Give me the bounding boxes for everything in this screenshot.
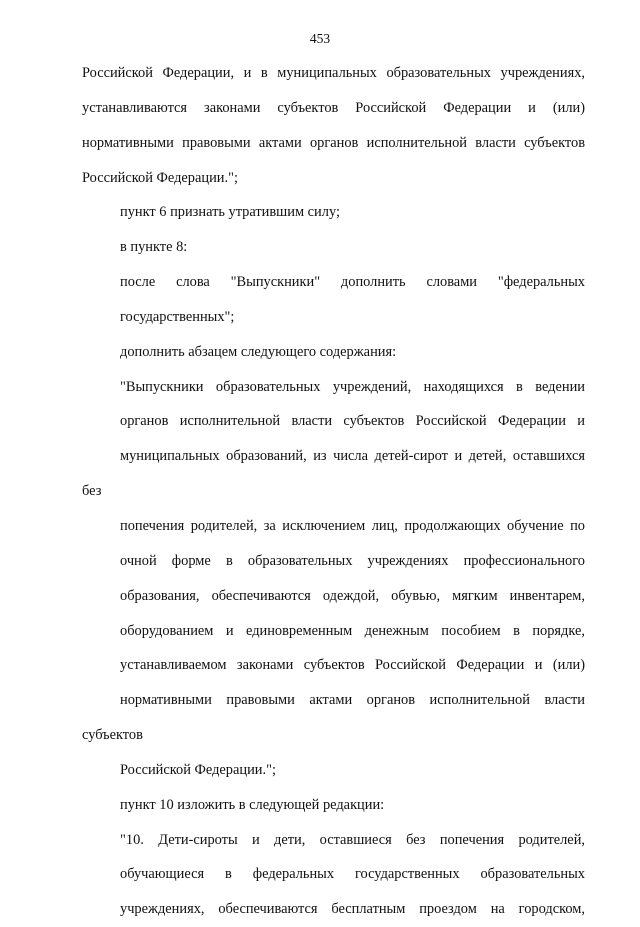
text-line: нормативными правовыми актами органов исполнительной власти субъектов (82, 134, 585, 151)
text-line: устанавливаемом законами субъектов Российской Федерации и (или) (120, 657, 585, 674)
text-line: Российской Федерации."; (120, 761, 276, 778)
paragraph-continuation (82, 56, 585, 195)
text-line: в пункте 8: (120, 239, 188, 256)
paragraph-after-word (82, 265, 585, 335)
text-line: оборудованием и единовременным денежным пособием в порядке, (120, 622, 585, 639)
text-line: очной форме в образовательных учреждениях профессионального (120, 552, 585, 569)
document-body (82, 56, 585, 927)
text-line: после слова "Выпускники" дополнить словами "федеральных (120, 274, 585, 291)
text-line: "Выпускники образовательных учреждений, находящихся в ведении (120, 378, 585, 395)
paragraph-add-abzac (82, 335, 585, 370)
text-line: образования, обеспечиваются одеждой, обувью, мягким инвентарем, (120, 587, 585, 604)
text-line: муниципальных образований, из числа детей-сирот и детей, оставшихся без (82, 448, 585, 500)
text-line: нормативными правовыми актами органов исполнительной власти субъектов (82, 692, 585, 744)
text-line: "10. Дети-сироты и дети, оставшиеся без попечения родителей, (120, 831, 585, 848)
paragraph-point-10-intro (82, 788, 585, 823)
paragraph-graduates-quote (82, 370, 585, 788)
text-line: государственных"; (120, 308, 235, 325)
text-line: Российской Федерации, и в муниципальных образовательных учреждениях, (82, 65, 585, 81)
text-line: обучающиеся в федеральных государственных образовательных (120, 866, 585, 883)
paragraph-point-6 (82, 195, 585, 230)
text-line: органов исполнительной власти субъектов Российской Федерации и (120, 413, 585, 430)
text-line: дополнить абзацем следующего содержания: (120, 343, 397, 360)
text-line: Российской Федерации."; (82, 169, 238, 186)
paragraph-point-10-text (82, 823, 585, 927)
text-line: пункт 6 признать утратившим силу; (120, 204, 340, 221)
page-number: 453 (309, 31, 331, 46)
paragraph-point-8-intro (82, 230, 585, 265)
text-line: пункт 10 изложить в следующей редакции: (120, 796, 385, 813)
text-line: попечения родителей, за исключением лиц, продолжающих обучение по (120, 517, 585, 534)
text-line: учреждениях, обеспечиваются бесплатным проездом на городском, (120, 901, 585, 918)
text-line: устанавливаются законами субъектов Российской Федерации и (или) (82, 99, 585, 116)
